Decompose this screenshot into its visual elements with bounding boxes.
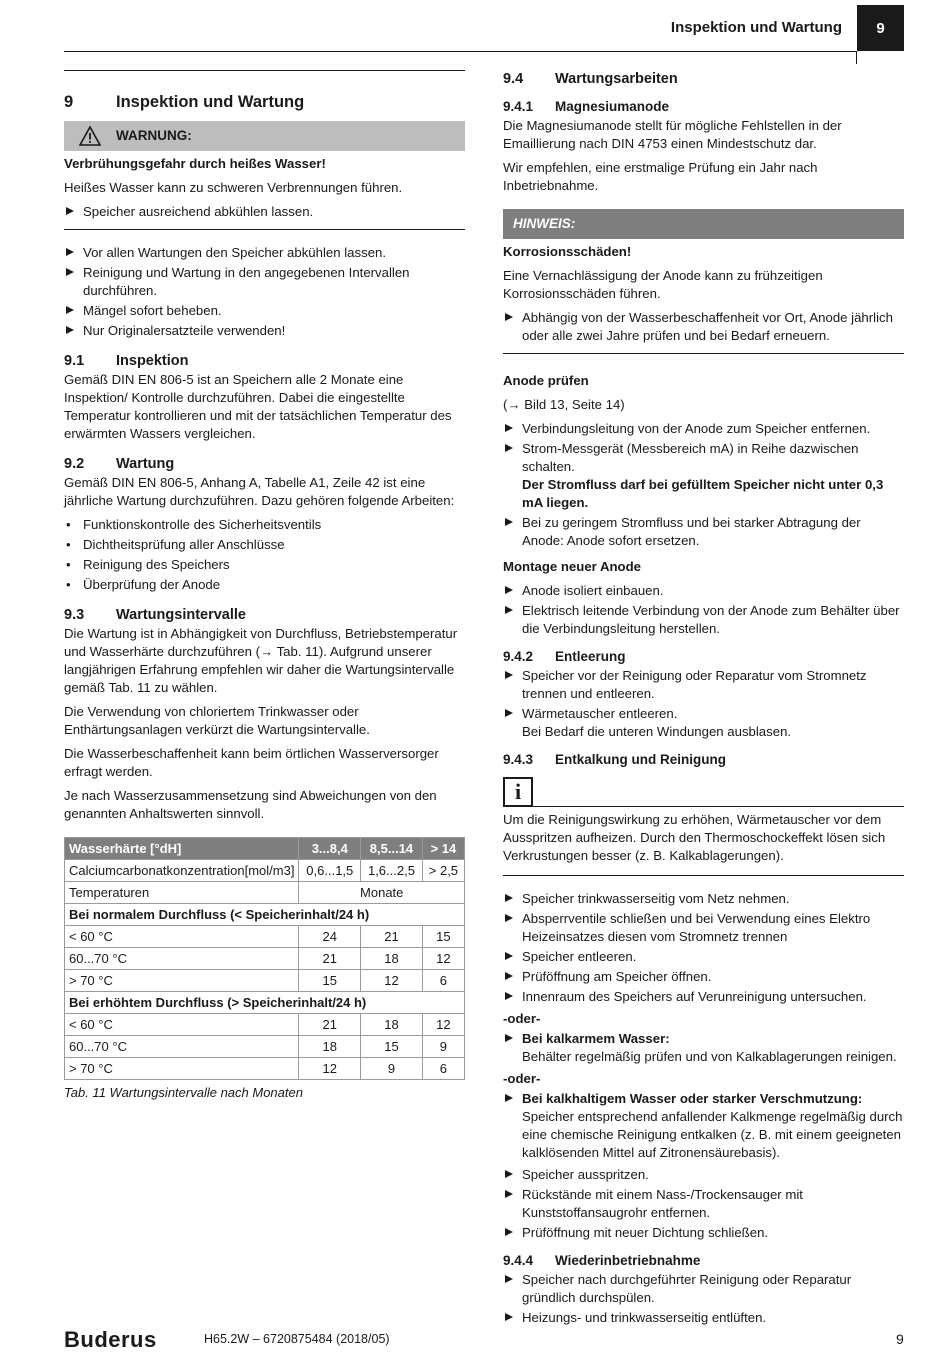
notice-headline: Korrosionsschäden! <box>503 244 632 259</box>
list-item: Anode isoliert einbauen. <box>503 582 904 600</box>
header-rule <box>64 51 857 52</box>
list-item: Bei kalkarmem Wasser: Behälter regelmäßig prüfen und von Kalkablagerungen reinigen. <box>503 1030 904 1066</box>
list-item: Bei zu geringem Stromfluss und bei starker Abtragung der Anode: Anode sofort ersetzen. <box>503 514 904 550</box>
list-item: Wärmetauscher entleeren. Bei Bedarf die unteren Windungen ausblasen. <box>503 705 904 741</box>
notice-action: Abhängig von der Wasserbeschaffenheit vor Ort, Anode jährlich oder alle zwei Jahre prüfen und bei Bedarf erneuern. <box>503 309 904 345</box>
table-row: Temperaturen Monate <box>65 882 465 904</box>
low-lime-list <box>503 1030 904 1066</box>
recommissioning-list <box>503 1271 904 1327</box>
table-row: < 60 °C 24 21 15 <box>65 926 465 948</box>
section-9-heading: 9 Inspektion und Wartung <box>64 93 305 111</box>
list-item: • Reinigung des Speichers <box>64 556 465 574</box>
section-9-2-heading: 9.2 Wartung <box>64 456 175 472</box>
list-item: Absperrventile schließen und bei Verwendung eines Elektro Heizeinsatzes diesen vom Stromnetz trennen <box>503 910 904 946</box>
descaling-steps-list <box>503 890 904 1006</box>
section-9-2-text: Gemäß DIN EN 806-5, Anhang A, Tabelle A1, Zeile 42 ist eine jährliche Wartung durchzuführen. Dazu gehören folgende Arbeiten: <box>64 475 455 508</box>
warning-text: Heißes Wasser kann zu schweren Verbrennungen führen. <box>64 180 403 195</box>
section-9-3-para-1: Die Wartung ist in Abhängigkeit von Durchfluss, Betriebstemperatur und Wasserhärte durchzuführen (→ Tab. 11). Aufgrund unserer langjährigen Erfahrung empfehlen wir daher die Wartungsintervalle gemäß Tab. 11 zu wählen. <box>64 626 458 695</box>
table-header-row: Wasserhärte [°dH] 3...8,4 8,5...14 > 14 <box>65 838 465 860</box>
section-9-4-heading: 9.4 Wartungsarbeiten <box>503 71 678 87</box>
table-row: < 60 °C 21 18 12 <box>65 1014 465 1036</box>
list-item: Reinigung und Wartung in den angegebenen Intervallen durchführen. <box>64 264 465 300</box>
list-item: Prüföffnung am Speicher öffnen. <box>503 968 904 986</box>
list-item: • Dichtheitsprüfung aller Anschlüsse <box>64 536 465 554</box>
new-anode-list <box>503 582 904 638</box>
list-item: Mängel sofort beheben. <box>64 302 465 320</box>
list-item: Speicher vor der Reinigung oder Reparatur vom Stromnetz trennen und entleeren. <box>503 667 904 703</box>
page-number: 9 <box>896 1331 904 1347</box>
list-item: Speicher nach durchgeführter Reinigung oder Reparatur gründlich durchspülen. <box>503 1271 904 1307</box>
list-item: • Funktionskontrolle des Sicherheitsventils <box>64 516 465 534</box>
new-anode-heading: Montage neuer Anode <box>503 559 641 574</box>
or-separator: -oder- <box>503 1011 541 1026</box>
section-9-3-para-4: Je nach Wasserzusammensetzung sind Abweichungen von den genannten Anhaltswerten sinnvoll. <box>64 788 437 821</box>
list-item: Speicher entleeren. <box>503 948 904 966</box>
list-item: Innenraum des Speichers auf Verunreinigung untersuchen. <box>503 988 904 1006</box>
list-item: • Überprüfung der Anode <box>64 576 465 594</box>
section-9-3-heading: 9.3 Wartungsintervalle <box>64 607 246 623</box>
table-group-row: Bei normalem Durchfluss (< Speicherinhalt/24 h) <box>65 904 465 926</box>
info-rule <box>533 806 904 807</box>
section-9-4-1-para-1: Die Magnesiumanode stellt für mögliche Fehlstellen in der Emaillierung nach DIN 4753 einen Mindestschutz dar. <box>503 118 842 151</box>
section-9-1-heading: 9.1 Inspektion <box>64 353 189 369</box>
buderus-logo: Buderus <box>64 1327 157 1352</box>
document-number: H65.2W – 6720875484 (2018/05) <box>204 1332 390 1346</box>
left-column <box>64 70 465 1102</box>
table-group-row: Bei erhöhtem Durchfluss (> Speicherinhalt/24 h) <box>65 992 465 1014</box>
section-9-4-1-para-2: Wir empfehlen, eine erstmalige Prüfung ein Jahr nach Inbetriebnahme. <box>503 160 818 193</box>
list-item: Elektrisch leitende Verbindung von der Anode zum Behälter über die Verbindungsleitung herstellen. <box>503 602 904 638</box>
table-row: Calciumcarbonatkonzentration[mol/m3] 0,6...1,5 1,6...2,5 > 2,5 <box>65 860 465 882</box>
general-actions-list <box>64 244 465 340</box>
info-box <box>503 807 904 876</box>
warning-bar <box>64 121 465 151</box>
high-lime-list <box>503 1090 904 1162</box>
table-row: 60...70 °C 21 18 12 <box>65 948 465 970</box>
list-item: Bei kalkhaltigem Wasser oder starker Verschmutzung: Speicher entsprechend anfallender Kalkmenge regelmäßig durch eine chemische Reinigung entkalken (z. B. mit einem geeigneten kalklösenden Mittel auf Zitronensäurebasis). <box>503 1090 904 1162</box>
anode-check-list <box>503 420 904 550</box>
maintenance-interval-table <box>64 837 465 1080</box>
chapter-number-tab: 9 <box>857 5 904 51</box>
maintenance-tasks-list <box>64 516 465 594</box>
anode-figure-reference: (→ Bild 13, Seite 14) <box>503 397 625 412</box>
list-item: Prüföffnung mit neuer Dichtung schließen. <box>503 1224 904 1242</box>
table-row: > 70 °C 15 12 6 <box>65 970 465 992</box>
header-tick <box>856 51 857 64</box>
list-item: Speicher trinkwasserseitig vom Netz nehmen. <box>503 890 904 908</box>
section-9-4-4-heading: 9.4.4 Wiederinbetriebnahme <box>503 1253 701 1268</box>
warning-box <box>64 155 465 230</box>
list-item: Strom-Messgerät (Messbereich mA) in Reihe dazwischen schalten. Der Stromfluss darf bei gefülltem Speicher nicht unter 0,3 mA liegen. <box>503 440 904 512</box>
list-item: Verbindungsleitung von der Anode zum Speicher entfernen. <box>503 420 904 438</box>
warning-triangle-icon <box>64 126 116 146</box>
table-caption: Tab. 11 Wartungsintervalle nach Monaten <box>64 1085 303 1100</box>
info-icon: i <box>503 777 533 807</box>
section-9-4-1-heading: 9.4.1 Magnesiumanode <box>503 99 670 114</box>
warning-headline: Verbrühungsgefahr durch heißes Wasser! <box>64 156 326 171</box>
list-item: Vor allen Wartungen den Speicher abkühlen lassen. <box>64 244 465 262</box>
info-text: Um die Reinigungswirkung zu erhöhen, Wärmetauscher vor dem Ausspritzen aufheizen. Durch den Thermoschockeffekt lösen sich Verkrustungen besser (z. B. Kalkablagerungen). <box>503 812 886 863</box>
notice-bar: HINWEIS: <box>503 209 904 239</box>
table-row: > 70 °C 12 9 6 <box>65 1058 465 1080</box>
cleanup-steps-list <box>503 1166 904 1242</box>
notice-text: Eine Vernachlässigung der Anode kann zu frühzeitigen Korrosionsschäden führen. <box>503 268 823 301</box>
info-note <box>503 777 904 807</box>
section-9-3-para-3: Die Wasserbeschaffenheit kann beim örtlichen Wasserversorger erfragt werden. <box>64 746 439 779</box>
list-item: Rückstände mit einem Nass-/Trockensauger mit Kunststoffansaugrohr entfernen. <box>503 1186 904 1222</box>
section-9-4-3-heading: 9.4.3 Entkalkung und Reinigung <box>503 752 726 767</box>
running-header-title: Inspektion und Wartung <box>670 19 842 36</box>
list-item: Speicher ausspritzen. <box>503 1166 904 1184</box>
section-9-1-text: Gemäß DIN EN 806-5 ist an Speichern alle 2 Monate eine Inspektion/ Kontrolle durchzuführen. Dabei die eingestellte Temperatur kontrollieren und mit der tatsächlichen Temperatur des erwärmten Wassers vergleichen. <box>64 372 452 441</box>
anode-check-heading: Anode prüfen <box>503 373 589 388</box>
drain-list <box>503 667 904 741</box>
warning-label: WARNUNG: <box>116 128 192 143</box>
or-separator: -oder- <box>503 1071 541 1086</box>
section-9-4-2-heading: 9.4.2 Entleerung <box>503 649 626 664</box>
warning-action: Speicher ausreichend abkühlen lassen. <box>64 203 465 221</box>
table-row: 60...70 °C 18 15 9 <box>65 1036 465 1058</box>
section-9-3-para-2: Die Verwendung von chloriertem Trinkwasser oder Enthärtungsanlagen verkürzt die Wartungsintervalle. <box>64 704 370 737</box>
left-top-rule <box>64 70 465 77</box>
notice-box <box>503 243 904 354</box>
list-item: Nur Originalersatzteile verwenden! <box>64 322 465 340</box>
right-column <box>503 70 904 1331</box>
list-item: Heizungs- und trinkwasserseitig entlüften. <box>503 1309 904 1327</box>
